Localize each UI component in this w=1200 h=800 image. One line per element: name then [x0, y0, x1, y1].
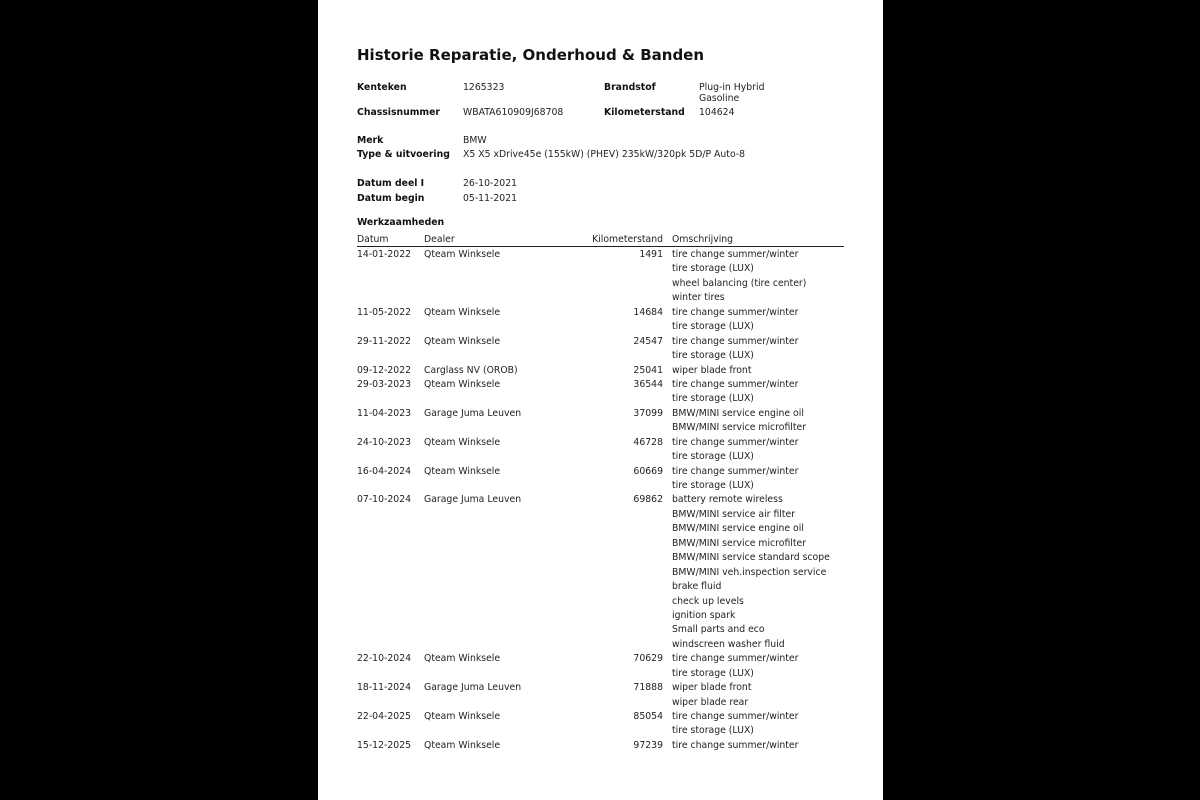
row-dealer: Qteam Winksele — [424, 465, 501, 477]
row-dealer: Qteam Winksele — [424, 306, 501, 318]
row-line — [357, 725, 844, 739]
row-line — [357, 307, 844, 321]
chassis-value: WBATA610909J68708 — [463, 107, 564, 118]
row-description: BMW/MINI service engine oil — [672, 407, 804, 419]
row-kilometerstand: 46728 — [633, 436, 663, 448]
row-kilometerstand: 71888 — [633, 682, 663, 694]
kenteken-label: Kenteken — [357, 82, 407, 93]
row-description: windscreen washer fluid — [672, 638, 785, 650]
work-history-table — [357, 249, 844, 754]
row-description: wheel balancing (tire center) — [672, 277, 807, 289]
row-line — [357, 494, 844, 508]
row-date: 11-05-2022 — [357, 306, 412, 318]
row-description: BMW/MINI veh.inspection service — [672, 566, 827, 578]
row-dealer: Qteam Winksele — [424, 739, 501, 751]
type-label: Type & uitvoering — [357, 149, 450, 160]
row-description: tire change summer/winter — [672, 465, 799, 477]
row-line — [357, 610, 844, 624]
row-line — [357, 639, 844, 653]
row-line — [357, 581, 844, 595]
row-line — [357, 292, 844, 306]
row-dealer: Qteam Winksele — [424, 711, 501, 722]
row-line — [357, 422, 844, 436]
row-description: tire storage (LUX) — [672, 393, 754, 405]
section-title: Werkzaamheden — [357, 217, 445, 228]
row-description: tire change summer/winter — [672, 378, 799, 390]
row-description: tire change summer/winter — [672, 436, 799, 448]
row-line — [357, 567, 844, 581]
table-row — [357, 740, 844, 754]
page-title: Historie Reparatie, Onderhoud & Banden — [357, 46, 705, 64]
row-line — [357, 379, 844, 393]
table-row — [357, 307, 844, 336]
table-row — [357, 494, 844, 653]
row-description: tire change summer/winter — [672, 739, 799, 751]
row-description: check up levels — [672, 595, 744, 607]
row-description: wiper blade rear — [672, 696, 749, 708]
row-line — [357, 451, 844, 465]
row-date: 14-01-2022 — [357, 249, 412, 260]
row-kilometerstand: 70629 — [633, 653, 663, 665]
row-date: 29-11-2022 — [357, 335, 412, 347]
row-description: tire storage (LUX) — [672, 263, 754, 275]
kilometerstand-value: 104624 — [699, 107, 735, 118]
row-dealer: Qteam Winksele — [424, 653, 501, 665]
row-line — [357, 263, 844, 277]
row-line — [357, 682, 844, 696]
row-line — [357, 538, 844, 552]
row-description: BMW/MINI service air filter — [672, 508, 796, 520]
row-line — [357, 552, 844, 566]
row-description: BMW/MINI service engine oil — [672, 523, 804, 535]
row-description: brake fluid — [672, 581, 722, 593]
row-date: 09-12-2022 — [357, 364, 412, 376]
row-date: 15-12-2025 — [357, 739, 412, 751]
row-date: 18-11-2024 — [357, 682, 412, 694]
row-dealer: Qteam Winksele — [424, 378, 501, 390]
table-row — [357, 653, 844, 682]
row-line — [357, 278, 844, 292]
row-description: wiper blade front — [672, 682, 752, 694]
row-description: tire change summer/winter — [672, 306, 799, 318]
row-kilometerstand: 1491 — [639, 249, 663, 260]
row-line — [357, 624, 844, 638]
row-dealer: Carglass NV (OROB) — [424, 364, 518, 376]
column-omschrijving: Omschrijving — [672, 234, 734, 245]
row-line — [357, 596, 844, 610]
table-row — [357, 249, 844, 307]
row-line — [357, 697, 844, 711]
row-kilometerstand: 25041 — [633, 364, 663, 376]
row-kilometerstand: 60669 — [633, 465, 663, 477]
row-description: tire storage (LUX) — [672, 480, 754, 491]
datum-deel-label: Datum deel I — [357, 178, 425, 189]
table-row — [357, 437, 844, 466]
row-kilometerstand: 85054 — [633, 711, 663, 722]
datum-begin-label: Datum begin — [357, 193, 425, 204]
row-line — [357, 509, 844, 523]
row-kilometerstand: 97239 — [633, 739, 663, 751]
row-description: Small parts and eco — [672, 624, 765, 636]
row-dealer: Garage Juma Leuven — [424, 494, 522, 506]
row-description: winter tires — [672, 292, 725, 304]
brandstof-value-1: Plug-in Hybrid — [699, 82, 765, 93]
row-line — [357, 365, 844, 379]
row-line — [357, 480, 844, 494]
kilometerstand-label: Kilometerstand — [604, 107, 685, 118]
row-line — [357, 393, 844, 407]
row-line — [357, 711, 844, 725]
table-row — [357, 408, 844, 437]
datum-begin-value: 05-11-2021 — [463, 193, 518, 204]
row-description: BMW/MINI service microfilter — [672, 537, 807, 549]
row-description: tire storage (LUX) — [672, 667, 754, 679]
row-kilometerstand: 69862 — [633, 494, 663, 506]
row-line — [357, 740, 844, 754]
table-row — [357, 379, 844, 408]
column-kilometerstand: Kilometerstand — [592, 234, 663, 245]
row-date: 24-10-2023 — [357, 436, 412, 448]
merk-label: Merk — [357, 135, 384, 146]
row-kilometerstand: 37099 — [633, 407, 663, 419]
row-description: tire storage (LUX) — [672, 451, 754, 463]
row-kilometerstand: 14684 — [633, 306, 663, 318]
row-description: tire storage (LUX) — [672, 350, 754, 362]
row-dealer: Garage Juma Leuven — [424, 682, 522, 694]
merk-value: BMW — [463, 135, 487, 146]
row-kilometerstand: 36544 — [633, 378, 663, 390]
row-line — [357, 336, 844, 350]
row-line — [357, 249, 844, 263]
row-description: tire change summer/winter — [672, 711, 799, 722]
row-date: 16-04-2024 — [357, 465, 412, 477]
row-description: BMW/MINI service standard scope — [672, 552, 830, 564]
row-description: tire storage (LUX) — [672, 321, 754, 333]
row-line — [357, 653, 844, 667]
row-line — [357, 408, 844, 422]
chassis-label: Chassisnummer — [357, 107, 441, 118]
row-date: 22-10-2024 — [357, 653, 412, 665]
type-value: X5 X5 xDrive45e (155kW) (PHEV) 235kW/320pk 5D/P Auto-8 — [463, 149, 746, 160]
row-description: tire change summer/winter — [672, 335, 799, 347]
table-row — [357, 365, 844, 379]
row-dealer: Garage Juma Leuven — [424, 407, 522, 419]
row-line — [357, 437, 844, 451]
row-date: 11-04-2023 — [357, 407, 412, 419]
row-description: battery remote wireless — [672, 494, 783, 506]
row-date: 07-10-2024 — [357, 494, 412, 506]
row-date: 22-04-2025 — [357, 711, 412, 722]
row-line — [357, 668, 844, 682]
column-datum: Datum — [357, 234, 389, 245]
row-kilometerstand: 24547 — [633, 335, 663, 347]
row-line — [357, 523, 844, 537]
datum-deel-value: 26-10-2021 — [463, 178, 518, 189]
table-row — [357, 466, 844, 495]
row-description: tire change summer/winter — [672, 249, 799, 260]
table-row — [357, 682, 844, 711]
row-description: ignition spark — [672, 609, 736, 621]
row-date: 29-03-2023 — [357, 378, 412, 390]
row-description: tire storage (LUX) — [672, 725, 754, 737]
table-header — [357, 234, 844, 247]
row-dealer: Qteam Winksele — [424, 335, 501, 347]
brandstof-label: Brandstof — [604, 82, 656, 93]
row-line — [357, 321, 844, 335]
table-row — [357, 711, 844, 740]
row-dealer: Qteam Winksele — [424, 249, 501, 260]
row-description: BMW/MINI service microfilter — [672, 422, 807, 434]
row-line — [357, 350, 844, 364]
brandstof-value-2: Gasoline — [699, 93, 740, 104]
row-line — [357, 466, 844, 480]
kenteken-value: 1265323 — [463, 82, 505, 93]
document-page — [318, 0, 883, 800]
table-row — [357, 336, 844, 365]
row-description: tire change summer/winter — [672, 653, 799, 665]
row-dealer: Qteam Winksele — [424, 436, 501, 448]
column-dealer: Dealer — [424, 234, 455, 245]
row-description: wiper blade front — [672, 364, 752, 376]
